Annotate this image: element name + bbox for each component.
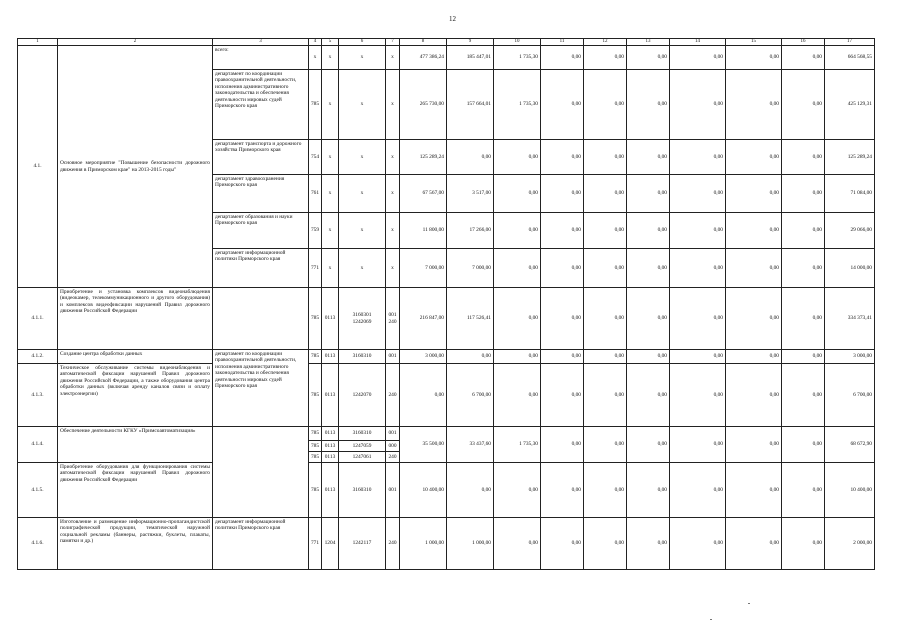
header-col-11: 11: [541, 39, 584, 46]
item-number: 4.1.6.: [18, 518, 58, 570]
value-cell-col8: 0,00: [400, 364, 447, 427]
executor: департамент информационной политики Приморского края: [213, 518, 309, 570]
header-col-17: 17: [825, 39, 875, 46]
code-grbs: 785: [309, 463, 322, 518]
item-number: 4.1.3.: [18, 364, 58, 427]
value-cell-col17: 68 672,90: [825, 427, 875, 463]
code-csr: x: [339, 70, 386, 140]
value-cell-col13: 0,00: [627, 518, 670, 570]
code-rz: x: [322, 175, 339, 213]
value-cell-col9: 117 526,41: [447, 288, 494, 350]
value-cell-col11: 0,00: [541, 518, 584, 570]
code-grbs: x: [309, 46, 322, 70]
code-grbs: 771: [309, 518, 322, 570]
value-cell-col10: 0,00: [494, 350, 541, 364]
value-cell-col11: 0,00: [541, 140, 584, 175]
table-row: [18, 463, 875, 518]
value-cell-col9: 185 447,01: [447, 46, 494, 70]
item-number: 4.1.4.: [18, 427, 58, 463]
value-cell-col16: 0,00: [782, 364, 825, 427]
header-col-14: 14: [670, 39, 726, 46]
header-col-7: 7: [386, 39, 400, 46]
value-cell-col10: 0,00: [494, 175, 541, 213]
value-cell-col13: 0,00: [627, 249, 670, 288]
value-cell-col9: 33 437,60: [447, 427, 494, 463]
value-cell-col17: 14 000,00: [825, 249, 875, 288]
value-cell-col17: 71 084,00: [825, 175, 875, 213]
executor: департамент образования и науки Приморского края: [213, 213, 309, 249]
code-grbs: 785: [309, 350, 322, 364]
value-cell-col12: 0,00: [584, 463, 627, 518]
value-cell-col15: 0,00: [726, 518, 782, 570]
executor: [213, 288, 309, 350]
value-cell-col12: 0,00: [584, 350, 627, 364]
item-name: Приобретение оборудования для функционирования системы автоматической фиксации нарушений Правил дорожного движения Российской Федерации: [58, 463, 213, 518]
value-cell-col14: 0,00: [670, 364, 726, 427]
code-vr: x: [386, 249, 400, 288]
item-name: Основное мероприятие "Повышение безопасности дорожного движения в Приморском крае" на 2013-2015 годы": [58, 46, 213, 288]
value-cell-col10: 0,00: [494, 249, 541, 288]
value-cell-col10: 1 735,30: [494, 46, 541, 70]
value-cell-col16: 0,00: [782, 249, 825, 288]
item-number: 4.1.2.: [18, 350, 58, 364]
executor: департамент по координации правоохранительной деятельности, исполнения административного законодательства и обеспечения деятельности мировых судей Приморского края: [213, 70, 309, 140]
code-rz: 0113: [322, 364, 339, 427]
value-cell-col9: 3 517,00: [447, 175, 494, 213]
value-cell-col14: 0,00: [670, 427, 726, 463]
code-csr: x: [339, 249, 386, 288]
value-cell-col16: 0,00: [782, 288, 825, 350]
csr-code: 1242069: [352, 318, 372, 325]
code-rz: 0113: [322, 463, 339, 518]
header-col-8: 8: [400, 39, 447, 46]
value-cell-col14: 0,00: [670, 213, 726, 249]
item-name: Техническое обслуживание системы видеонаблюдения и автоматической фиксации нарушений Правил дорожного движения Российской Федерации, а также оборудования центра обработки данных (включая аренду каналов связи и оплату электроэнергии): [58, 364, 213, 427]
executor: департамент транспорта и дорожного хозяйства Приморского края: [213, 140, 309, 175]
vr-code: 240: [388, 318, 397, 325]
header-col-4: 4: [309, 39, 322, 46]
value-cell-col14: 0,00: [670, 518, 726, 570]
value-cell-col15: 0,00: [726, 463, 782, 518]
code-rz: 0113: [322, 452, 339, 463]
header-col-9: 9: [447, 39, 494, 46]
header-col-15: 15: [726, 39, 782, 46]
value-cell-col13: 0,00: [627, 70, 670, 140]
header-col-16: 16: [782, 39, 825, 46]
value-cell-col9: 7 000,00: [447, 249, 494, 288]
value-cell-col12: 0,00: [584, 288, 627, 350]
value-cell-col12: 0,00: [584, 46, 627, 70]
item-name: Приобретение и установка комплексов видеонаблюдения (видеокамер, телекоммуникационного и другого оборудования) и комплексов видеофиксации нарушений Правил дорожного движения Российской Федерации: [58, 288, 213, 350]
table-row: [18, 46, 875, 70]
code-csr: x: [339, 140, 386, 175]
value-cell-col10: 0,00: [494, 364, 541, 427]
executor: департамент по координации правоохранительной деятельности, исполнения административного законодательства и обеспечения деятельности мировых судей Приморского края: [213, 350, 309, 427]
executor: департамент здравоохранения Приморского края: [213, 175, 309, 213]
table-row: [18, 364, 875, 427]
value-cell-col14: 0,00: [670, 70, 726, 140]
value-cell-col10: 1 735,30: [494, 427, 541, 463]
code-vr: [386, 288, 400, 350]
item-name: Создание центра обработки данных: [58, 350, 213, 364]
item-name: Обеспечение деятельности КГКУ «Примсоавтоматизация»: [58, 427, 213, 463]
value-cell-col13: 0,00: [627, 288, 670, 350]
value-cell-col17: 2 000,00: [825, 518, 875, 570]
code-rz: 0113: [322, 350, 339, 364]
value-cell-col12: 0,00: [584, 364, 627, 427]
code-vr: 240: [386, 364, 400, 427]
table-row: [18, 350, 875, 364]
value-cell-col13: 0,00: [627, 463, 670, 518]
code-csr: x: [339, 213, 386, 249]
executor: департамент информационной политики Приморского края: [213, 249, 309, 288]
value-cell-col8: 265 730,00: [400, 70, 447, 140]
value-cell-col12: 0,00: [584, 70, 627, 140]
code-csr: 1242070: [339, 364, 386, 427]
code-rz: x: [322, 249, 339, 288]
value-cell-col8: 125 289,24: [400, 140, 447, 175]
code-vr: x: [386, 46, 400, 70]
code-grbs: 754: [309, 140, 322, 175]
code-csr: x: [339, 46, 386, 70]
value-cell-col15: 0,00: [726, 140, 782, 175]
csr-code: 3160301: [352, 312, 372, 319]
code-grbs: 785: [309, 441, 322, 452]
value-cell-col16: 0,00: [782, 463, 825, 518]
value-cell-col11: 0,00: [541, 288, 584, 350]
executor: [213, 427, 309, 518]
code-rz: x: [322, 213, 339, 249]
value-cell-col12: 0,00: [584, 140, 627, 175]
value-cell-col13: 0,00: [627, 46, 670, 70]
value-cell-col10: 0,00: [494, 518, 541, 570]
header-col-5: 5: [322, 39, 339, 46]
value-cell-col8: 10 400,00: [400, 463, 447, 518]
value-cell-col16: 0,00: [782, 175, 825, 213]
header-col-2: 2: [58, 39, 213, 46]
code-csr: 3160310: [339, 350, 386, 364]
value-cell-col15: 0,00: [726, 427, 782, 463]
value-cell-col17: 125 289,24: [825, 140, 875, 175]
value-cell-col10: 0,00: [494, 288, 541, 350]
code-grbs: 785: [309, 288, 322, 350]
header-col-6: 6: [339, 39, 386, 46]
value-cell-col11: 0,00: [541, 364, 584, 427]
code-vr: 001: [386, 463, 400, 518]
header-col-10: 10: [494, 39, 541, 46]
code-csr: 1247061: [339, 452, 386, 463]
budget-table: [17, 38, 875, 570]
value-cell-col9: 1 000,00: [447, 518, 494, 570]
value-cell-col15: 0,00: [726, 288, 782, 350]
code-csr: x: [339, 175, 386, 213]
value-cell-col16: 0,00: [782, 70, 825, 140]
code-rz: 0113: [322, 441, 339, 452]
value-cell-col9: 6 700,00: [447, 364, 494, 427]
value-cell-col11: 0,00: [541, 249, 584, 288]
value-cell-col15: 0,00: [726, 70, 782, 140]
value-cell-col12: 0,00: [584, 213, 627, 249]
value-cell-col17: 3 000,00: [825, 350, 875, 364]
value-cell-col10: 0,00: [494, 213, 541, 249]
code-grbs: 771: [309, 249, 322, 288]
item-number: 4.1.1.: [18, 288, 58, 350]
value-cell-col17: 334 373,41: [825, 288, 875, 350]
value-cell-col14: 0,00: [670, 249, 726, 288]
executor: всего:: [213, 46, 309, 70]
code-vr: 000: [386, 441, 400, 452]
value-cell-col8: 7 000,00: [400, 249, 447, 288]
value-cell-col8: 35 500,00: [400, 427, 447, 463]
code-rz: x: [322, 70, 339, 140]
code-grbs: 785: [309, 452, 322, 463]
value-cell-col12: 0,00: [584, 518, 627, 570]
value-cell-col14: 0,00: [670, 175, 726, 213]
value-cell-col13: 0,00: [627, 364, 670, 427]
value-cell-col15: 0,00: [726, 213, 782, 249]
value-cell-col17: 29 066,00: [825, 213, 875, 249]
code-csr: [339, 288, 386, 350]
scan-speck: [710, 619, 712, 620]
value-cell-col14: 0,00: [670, 140, 726, 175]
value-cell-col15: 0,00: [726, 364, 782, 427]
value-cell-col8: 11 800,00: [400, 213, 447, 249]
code-rz: 1204: [322, 518, 339, 570]
value-cell-col12: 0,00: [584, 175, 627, 213]
vr-code: 001: [388, 312, 397, 319]
code-vr: 240: [386, 452, 400, 463]
value-cell-col13: 0,00: [627, 213, 670, 249]
code-rz: 0113: [322, 288, 339, 350]
value-cell-col11: 0,00: [541, 427, 584, 463]
value-cell-col10: 0,00: [494, 140, 541, 175]
value-cell-col11: 0,00: [541, 350, 584, 364]
item-number: 4.1.5.: [18, 463, 58, 518]
value-cell-col16: 0,00: [782, 427, 825, 463]
value-cell-col15: 0,00: [726, 249, 782, 288]
value-cell-col17: 425 129,31: [825, 70, 875, 140]
table-row: [18, 288, 875, 350]
value-cell-col9: 157 664,01: [447, 70, 494, 140]
header-col-12: 12: [584, 39, 627, 46]
value-cell-col15: 0,00: [726, 175, 782, 213]
value-cell-col9: 0,00: [447, 140, 494, 175]
value-cell-col16: 0,00: [782, 140, 825, 175]
code-csr: 3160310: [339, 463, 386, 518]
code-grbs: 785: [309, 427, 322, 441]
value-cell-col11: 0,00: [541, 175, 584, 213]
value-cell-col9: 0,00: [447, 463, 494, 518]
value-cell-col8: 477 386,24: [400, 46, 447, 70]
value-cell-col14: 0,00: [670, 288, 726, 350]
code-grbs: 785: [309, 364, 322, 427]
header-col-1: 1: [18, 39, 58, 46]
code-rz: x: [322, 140, 339, 175]
value-cell-col15: 0,00: [726, 350, 782, 364]
value-cell-col11: 0,00: [541, 70, 584, 140]
code-csr: 1242117: [339, 518, 386, 570]
item-number: 4.1.: [18, 46, 58, 288]
value-cell-col10: 0,00: [494, 463, 541, 518]
value-cell-col11: 0,00: [541, 213, 584, 249]
value-cell-col13: 0,00: [627, 140, 670, 175]
table-row: [18, 427, 875, 441]
code-rz: 0113: [322, 427, 339, 441]
code-vr: x: [386, 175, 400, 213]
value-cell-col8: 3 000,00: [400, 350, 447, 364]
value-cell-col8: 67 567,00: [400, 175, 447, 213]
value-cell-col13: 0,00: [627, 427, 670, 463]
value-cell-col14: 0,00: [670, 350, 726, 364]
code-grbs: 761: [309, 175, 322, 213]
value-cell-col9: 0,00: [447, 350, 494, 364]
value-cell-col9: 17 266,00: [447, 213, 494, 249]
value-cell-col17: 6 700,00: [825, 364, 875, 427]
value-cell-col17: 10 400,00: [825, 463, 875, 518]
value-cell-col16: 0,00: [782, 46, 825, 70]
value-cell-col10: 1 735,30: [494, 70, 541, 140]
item-name: Изготовление и размещение информационно-пропагандистской полиграфической продукции, тематической наружной социальной рекламы (баннеры, растяжки, буклеты, плакаты, памятки и др.): [58, 518, 213, 570]
value-cell-col14: 0,00: [670, 463, 726, 518]
value-cell-col11: 0,00: [541, 463, 584, 518]
code-csr: 3160310: [339, 427, 386, 441]
code-vr: x: [386, 213, 400, 249]
header-col-3: 3: [213, 39, 309, 46]
value-cell-col12: 0,00: [584, 427, 627, 463]
value-cell-col14: 0,00: [670, 46, 726, 70]
value-cell-col8: 216 847,00: [400, 288, 447, 350]
page-number: 12: [449, 15, 456, 23]
code-vr: x: [386, 70, 400, 140]
value-cell-col16: 0,00: [782, 350, 825, 364]
scan-speck: [748, 603, 750, 604]
code-vr: 240: [386, 518, 400, 570]
value-cell-col13: 0,00: [627, 175, 670, 213]
header-row: [18, 39, 875, 46]
code-vr: x: [386, 140, 400, 175]
value-cell-col13: 0,00: [627, 350, 670, 364]
value-cell-col16: 0,00: [782, 518, 825, 570]
code-csr: 1247059: [339, 441, 386, 452]
code-vr: 001: [386, 427, 400, 441]
value-cell-col12: 0,00: [584, 249, 627, 288]
value-cell-col8: 1 000,00: [400, 518, 447, 570]
value-cell-col15: 0,00: [726, 46, 782, 70]
value-cell-col17: 664 568,55: [825, 46, 875, 70]
code-rz: x: [322, 46, 339, 70]
value-cell-col16: 0,00: [782, 213, 825, 249]
header-col-13: 13: [627, 39, 670, 46]
code-grbs: 785: [309, 70, 322, 140]
code-vr: 001: [386, 350, 400, 364]
table-row: [18, 518, 875, 570]
value-cell-col11: 0,00: [541, 46, 584, 70]
code-grbs: 759: [309, 213, 322, 249]
